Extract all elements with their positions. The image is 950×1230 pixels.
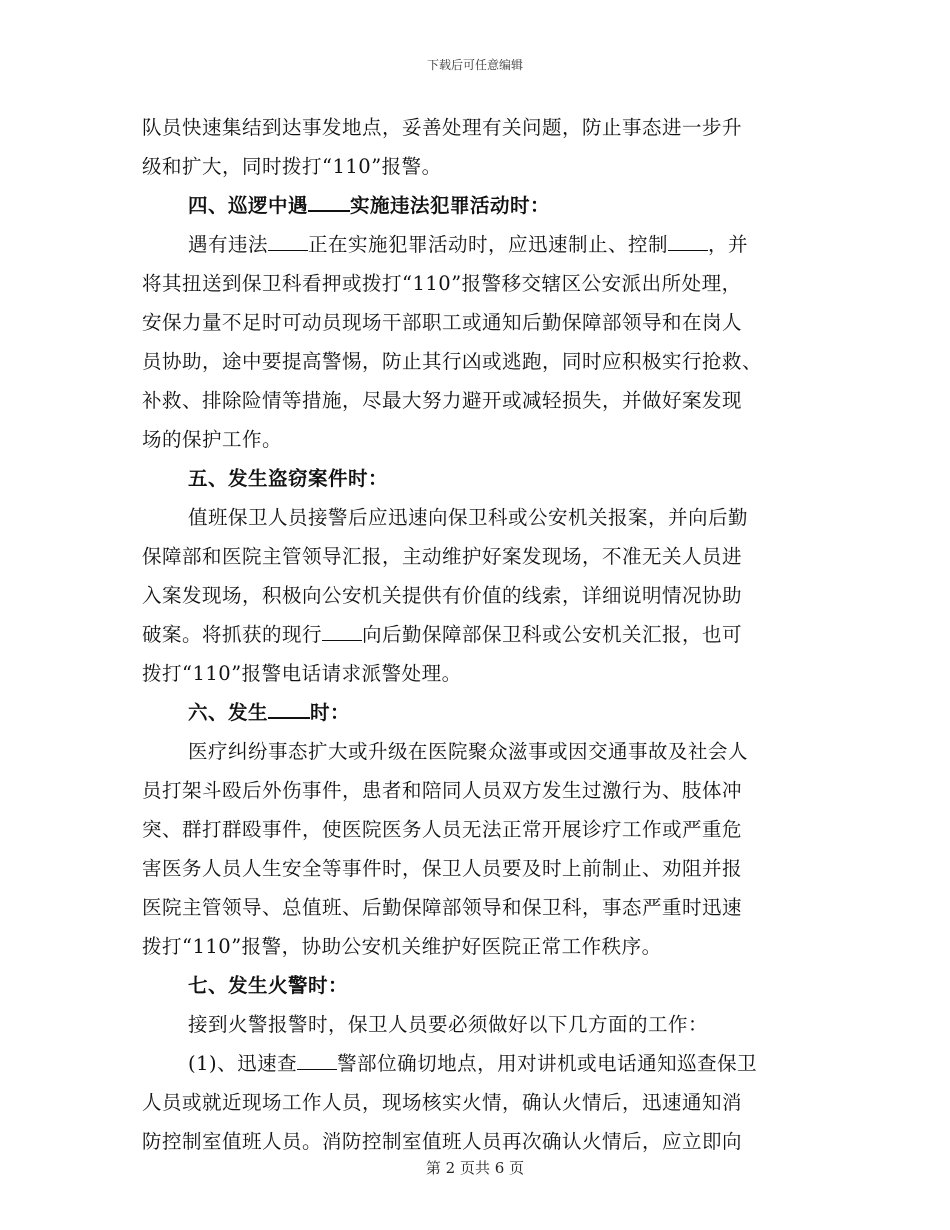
paragraph-line: 接到火警报警时，保卫人员要必须做好以下几方面的工作： <box>188 1013 709 1036</box>
section-heading-4: 四、巡逻中遇 实施违法犯罪活动时： <box>142 186 814 225</box>
paragraph-line: 拨打“110”报警电话请求派警处理。 <box>142 662 462 685</box>
paragraph-line: 员打架斗殴后外伤事件，患者和陪同人员双方发生过激行为、肢体冲 <box>142 779 743 802</box>
paragraph-line: 将其扭送到保卫科看押或拨打“110”报警移交辖区公安派出所处理， <box>142 272 742 295</box>
document-body <box>142 108 814 1161</box>
page-footer: 第 2 页共 6 页 <box>425 1159 525 1177</box>
paragraph-line: 保障部和医院主管领导汇报，主动维护好案发现场，不准无关人员进 <box>142 545 743 568</box>
section-heading-6: 六、发生 时： <box>142 693 814 732</box>
paragraph-line: 破案。将抓获的现行 向后勤保障部保卫科或公安机关汇报，也可 <box>142 615 814 654</box>
paragraph-line: 场的保护工作。 <box>142 428 283 451</box>
paragraph-line: 补救、排除险情等措施，尽最大努力避开或减轻损失，并做好案发现 <box>142 389 743 412</box>
fill-blank <box>308 190 350 212</box>
fill-blank <box>322 620 362 641</box>
fill-blank <box>297 1049 337 1070</box>
fill-blank <box>268 230 308 251</box>
fill-blank <box>268 697 310 719</box>
page-header: 下载后可任意编辑 <box>426 58 523 72</box>
paragraph-line: 拨打“110”报警，协助公安机关维护好医院正常工作秩序。 <box>142 935 662 958</box>
paragraph-line: 队员快速集结到达事发地点，妥善处理有关问题，防止事态进一步升 <box>142 116 743 139</box>
paragraph-line: 安保力量不足时可动员现场干部职工或通知后勤保障部领导和在岗人 <box>142 311 743 334</box>
paragraph-line: 突、群打群殴事件，使医院医务人员无法正常开展诊疗工作或严重危 <box>142 818 743 841</box>
section-heading-7: 七、发生火警时： <box>188 974 349 997</box>
section-heading-5: 五、发生盗窃案件时： <box>188 467 389 490</box>
paragraph-line: 医疗纠纷事态扩大或升级在医院聚众滋事或因交通事故及社会人 <box>188 740 749 763</box>
paragraph-line: 人员或就近现场工作人员，现场核实火情，确认火情后，迅速通知消 <box>142 1091 743 1114</box>
paragraph-line: 害医务人员人生安全等事件时，保卫人员要及时上前制止、劝阻并报 <box>142 857 743 880</box>
paragraph-line: 遇有违法 正在实施犯罪活动时，应迅速制止、控制 ，并 <box>142 225 814 264</box>
paragraph-line: 值班保卫人员接警后应迅速向保卫科或公安机关报案，并向后勤 <box>188 506 749 529</box>
paragraph-line: 员协助，途中要提高警惕，防止其行凶或逃跑，同时应积极实行抢救、 <box>142 350 763 373</box>
paragraph-line: 级和扩大，同时拨打“110”报警。 <box>142 155 442 178</box>
paragraph-line: 入案发现场，积极向公安机关提供有价值的线索，详细说明情况协助 <box>142 584 743 607</box>
fill-blank <box>668 230 708 251</box>
paragraph-line: 防控制室值班人员。消防控制室值班人员再次确认火情后，应立即向 <box>142 1130 743 1153</box>
paragraph-line: 医院主管领导、总值班、后勤保障部领导和保卫科，事态严重时迅速 <box>142 896 743 919</box>
paragraph-line: (1)、迅速查 警部位确切地点，用对讲机或电话通知巡查保卫 <box>142 1044 814 1083</box>
